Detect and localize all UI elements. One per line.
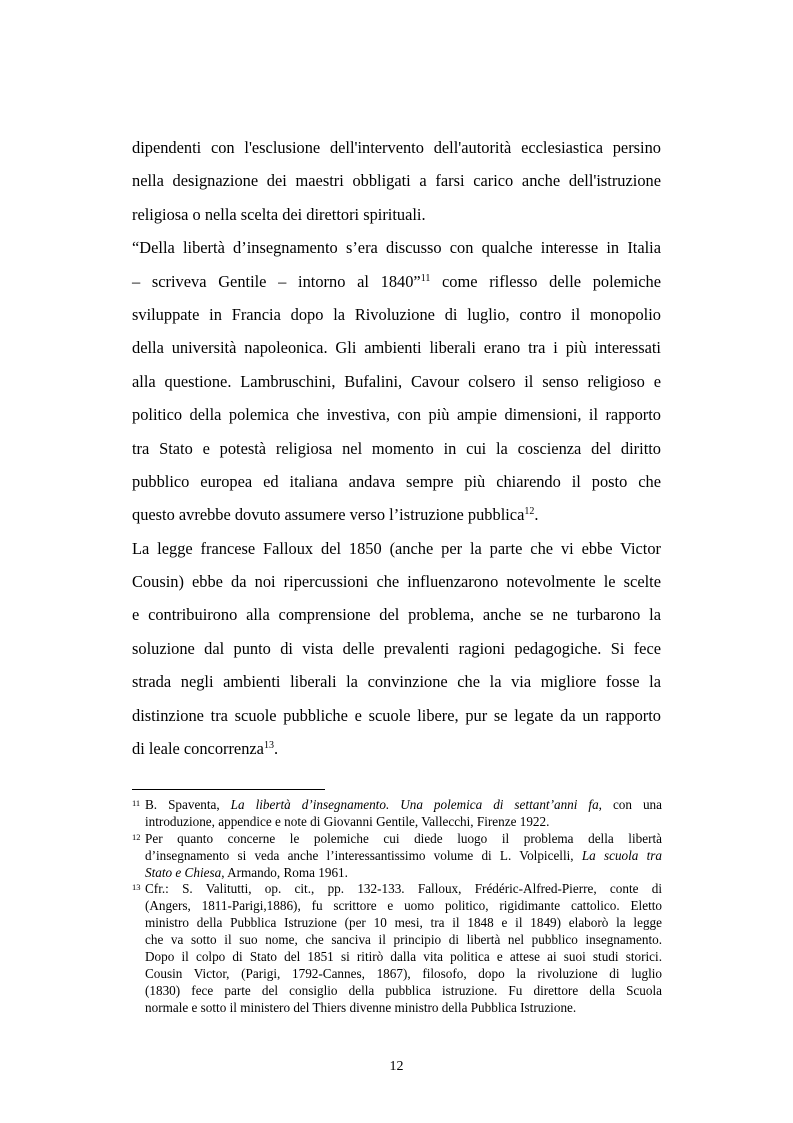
text-line: e contribuirono alla comprensione del problema, anche se ne turbarono la: [132, 605, 661, 625]
body-text: [132, 131, 661, 765]
text-fragment: .: [534, 505, 539, 525]
footnote-13: [132, 881, 662, 1016]
text-fragment: d’insegnamento si veda anche l’interessantissimo volume di L. Volpicelli,: [145, 847, 582, 863]
footnote-line: [145, 848, 662, 865]
text-line: della università napoleonica. Gli ambienti liberali erano tra i più interessati: [132, 338, 661, 358]
text-fragment: B. Spaventa,: [145, 797, 231, 812]
text-fragment: di leale concorrenza: [132, 739, 264, 759]
footnote-number: 12: [132, 831, 141, 842]
text-fragment: , Armando, Roma 1961.: [221, 864, 348, 880]
text-line: politico della polemica che investiva, con più ampie dimensioni, il rapporto: [132, 405, 661, 425]
book-title: La scuola tra: [581, 847, 663, 863]
text-line: pubblico europea ed italiana andava sempre più chiarendo il posto che: [132, 471, 661, 491]
footnote-line: che va sotto il suo nome, che sanciva il principio di libertà nel pubblico insegnamento.: [145, 932, 662, 948]
footnote-line: Per quanto concerne le polemiche cui diede luogo il problema della libertà: [145, 830, 662, 846]
book-title: Stato e Chiesa: [145, 864, 222, 880]
footnote-line: normale e sotto il ministero del Thiers divenne ministro della Pubblica Istruzione.: [145, 999, 577, 1015]
footnote-line: Dopo il colpo di Stato del 1851 si ritirò dalla vita politica e attese ai suoi studi storici.: [145, 949, 662, 965]
footnote-line: (1830) fece parte del consiglio della pubblica istruzione. Fu direttore della Scuola: [145, 982, 662, 998]
text-line: Cousin) ebbe da noi ripercussioni che influenzarono notevolmente le scelte: [132, 572, 661, 592]
text-fragment: questo avrebbe dovuto assumere verso l’istruzione pubblica: [132, 505, 525, 525]
text-line: nella designazione dei maestri obbligati a farsi carico anche dell'istruzione: [132, 171, 661, 191]
footnote-number: 13: [132, 882, 141, 893]
text-fragment: .: [273, 739, 279, 759]
text-line: [132, 732, 661, 765]
footnote-line: (Angers, 1811-Parigi,1886), fu scrittore e uomo politico, rigidimante cattolico. Eletto: [145, 898, 662, 914]
text-line: strada negli ambienti liberali la convinzione che la via migliore fosse la: [132, 672, 661, 692]
text-line: tra Stato e potestà religiosa nel momento in cui la coscienza del diritto: [132, 438, 661, 458]
text-line: religiosa o nella scelta dei direttori spirituali.: [132, 204, 426, 224]
book-title: La libertà d’insegnamento. Una polemica di settant’anni fa: [230, 797, 599, 812]
footnote-ref-13[interactable]: 13: [263, 740, 274, 752]
text-line: distinzione tra scuole pubbliche e scuole libere, pur se legate da un rapporto: [132, 705, 661, 725]
text-line: alla questione. Lambruschini, Bufalini, Cavour colsero il senso religioso e: [132, 371, 661, 391]
footnote-ref-11[interactable]: 11: [420, 272, 431, 284]
footnote-11: [132, 797, 662, 831]
text-line: “Della libertà d’insegnamento s’era discusso con qualche interesse in Italia: [132, 238, 661, 258]
text-line: [132, 498, 661, 531]
footnote-line: ministro della Pubblica Istruzione (per 10 mesi, tra il 1848 e il 1849) elaborò la legge: [145, 915, 662, 931]
footnote-separator: [132, 789, 325, 790]
footnote-number: 11: [132, 798, 141, 808]
footnote-line: Cousin Victor, (Parigi, 1792-Cannes, 1867), filosofo, dopo la rivoluzione di luglio: [145, 965, 662, 981]
text-line: dipendenti con l'esclusione dell'intervento dell'autorità ecclesiastica persino: [132, 138, 661, 157]
text-fragment: , con una: [598, 797, 662, 812]
footnote-line: [145, 797, 662, 814]
text-line: sviluppate in Francia dopo la Rivoluzione di luglio, contro il monopolio: [132, 304, 661, 324]
text-fragment: – scriveva Gentile – intorno al 1840”: [132, 271, 421, 291]
text-line: La legge francese Falloux del 1850 (anche per la parte che vi ebbe Victor: [132, 538, 661, 558]
text-line: soluzione dal punto di vista delle prevalenti ragioni pedagogiche. Si fece: [132, 638, 661, 658]
page-number: 12: [389, 1059, 404, 1074]
footnotes: [132, 797, 662, 1017]
footnote-line: [145, 865, 662, 882]
footnote-ref-12[interactable]: 12: [524, 506, 535, 518]
text-fragment: come riflesso delle polemiche: [430, 271, 661, 291]
footnote-line: Cfr.: S. Valitutti, op. cit., pp. 132-133. Falloux, Frédéric-Alfred-Pierre, conte di: [145, 881, 662, 897]
footnote-line: introduzione, appendice e note di Giovanni Gentile, Vallecchi, Firenze 1922.: [145, 813, 550, 829]
footnote-12: [132, 831, 662, 882]
text-line: [132, 265, 661, 298]
